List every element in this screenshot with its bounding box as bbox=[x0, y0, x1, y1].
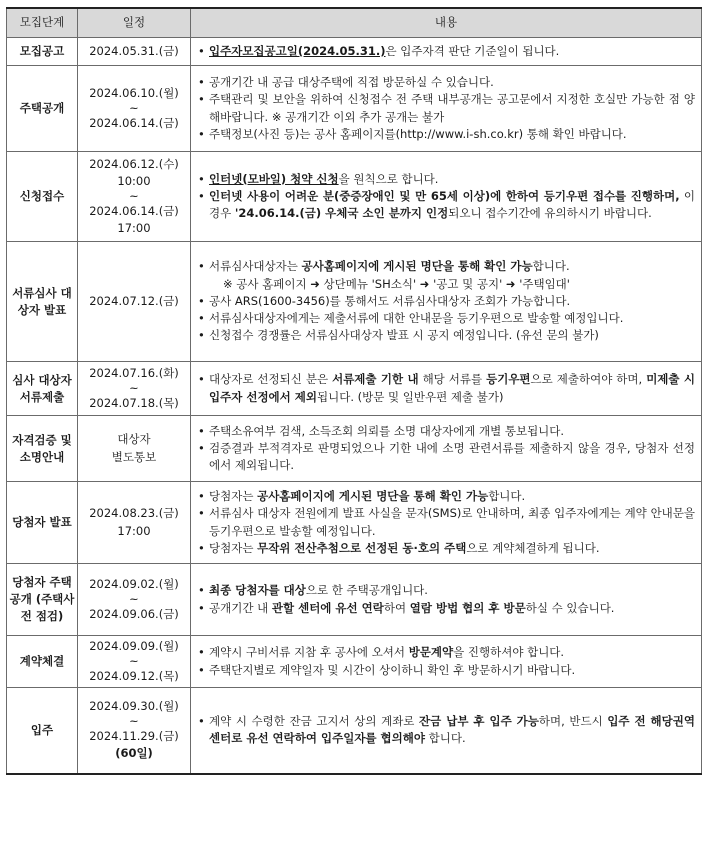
date-line: (60일) bbox=[115, 746, 153, 761]
item-text: 되오니 접수기간에 유의하시기 바랍니다. bbox=[448, 206, 652, 221]
list-item bbox=[197, 91, 695, 126]
date-line: 2024.06.12.(수) bbox=[89, 156, 179, 171]
item-text: 으로 제출하여야 하며, bbox=[530, 372, 647, 387]
bullet-list bbox=[197, 582, 695, 617]
list-item bbox=[197, 327, 695, 344]
content-cell bbox=[191, 564, 702, 636]
emphasis-text: 서류제출 기한 내 bbox=[332, 372, 419, 387]
item-text: 주택정보(사진 등)는 공사 홈페이지를(http://www.i-sh.co.kr) 통해 확인 바랍니다. bbox=[209, 126, 627, 141]
date-cell bbox=[78, 38, 191, 66]
item-text: 으로 계약체결하게 됩니다. bbox=[466, 540, 600, 555]
header-row bbox=[7, 8, 702, 38]
list-item bbox=[197, 276, 695, 293]
stage-cell: 서류심사 대상자 발표 bbox=[7, 242, 78, 362]
item-text: 을 원칙으로 합니다. bbox=[338, 171, 439, 186]
date-line: 별도통보 bbox=[111, 449, 157, 464]
list-item bbox=[197, 505, 695, 540]
bullet-list bbox=[197, 43, 695, 60]
bullet-list bbox=[197, 488, 695, 557]
emphasis-text: '24.06.14.(금) 우체국 소인 분까지 인정 bbox=[234, 206, 449, 221]
stage-cell: 심사 대상자 서류제출 bbox=[7, 362, 78, 416]
item-text: 주택단지별로 계약일자 및 시간이 상이하니 확인 후 방문하시기 바랍니다. bbox=[209, 662, 576, 677]
date-cell bbox=[78, 564, 191, 636]
stage-cell: 당첨자 발표 bbox=[7, 482, 78, 564]
date-line: 2024.07.12.(금) bbox=[89, 293, 179, 308]
stage-cell: 모집공고 bbox=[7, 38, 78, 66]
item-text: 계약 시 수령한 잔금 고지서 상의 계좌로 bbox=[209, 714, 420, 729]
item-text: 서류심사대상자는 bbox=[209, 259, 302, 274]
emphasis-text: 입주자모집공고일(2024.05.31.) bbox=[209, 43, 386, 58]
stage-cell: 입주 bbox=[7, 688, 78, 774]
date-line: 2024.07.16.(화) bbox=[89, 365, 179, 380]
table-row bbox=[7, 482, 702, 564]
emphasis-text: 인터넷(모바일) 청약 신청 bbox=[209, 171, 339, 186]
item-text: 검증결과 부적격자로 판명되었으나 기한 내에 소명 관련서류를 제출하지 않을 경우, 당첨자 선정에서 제외됩니다. bbox=[209, 440, 695, 473]
table-row bbox=[7, 564, 702, 636]
date-line: 2024.09.02.(월) bbox=[89, 576, 179, 591]
item-text: 주택소유여부 검색, 소득조회 의뢰를 소명 대상자에게 개별 통보됩니다. bbox=[209, 423, 565, 438]
emphasis-text: 인터넷 사용이 어려운 분(중증장애인 및 만 65세 이상)에 한하여 등기우편 접수를 진행하며, bbox=[209, 188, 680, 203]
date-line: 2024.09.06.(금) bbox=[89, 606, 179, 621]
date-cell bbox=[78, 416, 191, 482]
date-line: 10:00 bbox=[117, 173, 151, 188]
date-line: 2024.05.31.(금) bbox=[89, 43, 179, 58]
list-item bbox=[197, 74, 695, 91]
date-line: 2024.07.18.(목) bbox=[89, 395, 179, 410]
content-cell bbox=[191, 66, 702, 152]
stage-cell: 계약체결 bbox=[7, 636, 78, 688]
date-line: 2024.09.09.(월) bbox=[89, 639, 179, 653]
list-item bbox=[197, 488, 695, 505]
emphasis-text: 최종 당첨자를 대상 bbox=[209, 583, 306, 598]
bullet-list bbox=[197, 258, 695, 344]
stage-cell: 당첨자 주택공개 (주택사전 점검) bbox=[7, 564, 78, 636]
item-text: 신청접수 경쟁률은 서류심사대상자 발표 시 공지 예정입니다. (유선 문의 불가) bbox=[209, 328, 599, 343]
list-item bbox=[197, 440, 695, 475]
item-text: 서류심사 대상자 전원에게 발표 사실을 문자(SMS)로 안내하며, 최종 입주자에게는 계약 안내문을 등기우편으로 발송할 예정입니다. bbox=[209, 506, 695, 538]
table-row bbox=[7, 38, 702, 66]
date-cell bbox=[78, 152, 191, 242]
header-date: 일정 bbox=[78, 8, 191, 38]
content-cell bbox=[191, 152, 702, 242]
item-text: 서류심사대상자에게는 제출서류에 대한 안내문을 등기우편으로 발송할 예정입니다. bbox=[209, 311, 624, 326]
list-item bbox=[197, 600, 695, 617]
item-text: 은 입주자격 판단 기준일이 됩니다. bbox=[385, 43, 560, 58]
emphasis-text: 무작위 전산추첨으로 선정된 동·호의 주택 bbox=[257, 540, 467, 555]
date-range-separator: ~ bbox=[129, 654, 139, 669]
list-item bbox=[197, 188, 695, 223]
date-cell bbox=[78, 482, 191, 564]
bullet-list bbox=[197, 371, 695, 406]
list-item bbox=[197, 582, 695, 599]
item-text: 하여 bbox=[383, 600, 410, 615]
item-text: 을 진행하셔야 합니다. bbox=[453, 645, 565, 660]
emphasis-text: 관할 센터에 유선 연락 bbox=[271, 600, 384, 615]
item-text: 당첨자는 bbox=[209, 489, 258, 503]
emphasis-text: 미제출 시 입주자 선정에서 제외 bbox=[209, 372, 695, 404]
item-text: 주택관리 및 보안을 위하여 신청접수 전 주택 내부공개는 공고문에서 지정한 호실만 가능한 점 양해바랍니다. ※ 공개기간 이외 추가 공개는 불가 bbox=[209, 92, 695, 124]
table-row bbox=[7, 362, 702, 416]
bullet-list bbox=[197, 423, 695, 475]
table-row bbox=[7, 152, 702, 242]
header-content: 내용 bbox=[191, 8, 702, 38]
header-stage: 모집단계 bbox=[7, 8, 78, 38]
item-text: 이 경우 bbox=[209, 188, 695, 221]
item-text: 계약시 구비서류 지참 후 공사에 오셔서 bbox=[209, 645, 409, 660]
stage-cell: 주택공개 bbox=[7, 66, 78, 152]
list-item bbox=[197, 310, 695, 327]
content-cell bbox=[191, 38, 702, 66]
date-line: 대상자 bbox=[117, 432, 151, 447]
emphasis-text: 공사홈페이지에 게시된 명단을 통해 확인 가능 bbox=[257, 489, 489, 503]
content-cell bbox=[191, 416, 702, 482]
bullet-list bbox=[197, 74, 695, 143]
emphasis-text: 등기우편 bbox=[486, 372, 531, 387]
list-item bbox=[197, 662, 695, 679]
item-text: 하실 수 있습니다. bbox=[525, 600, 615, 615]
date-line: 2024.08.23.(금) bbox=[89, 506, 179, 521]
list-item bbox=[197, 540, 695, 557]
emphasis-text: 공사홈페이지에 게시된 명단을 통해 확인 가능 bbox=[301, 259, 533, 274]
list-item bbox=[197, 126, 695, 143]
item-text: 하며, 반드시 bbox=[538, 714, 608, 729]
stage-cell: 신청접수 bbox=[7, 152, 78, 242]
date-line: 2024.06.10.(월) bbox=[89, 85, 179, 100]
date-cell bbox=[78, 636, 191, 688]
bullet-list bbox=[197, 171, 695, 223]
item-text: 당첨자는 bbox=[209, 540, 258, 555]
item-text: 합니다. bbox=[488, 489, 526, 503]
list-item bbox=[197, 713, 695, 748]
date-range-separator: ~ bbox=[129, 592, 139, 607]
content-cell bbox=[191, 688, 702, 774]
date-range-separator: ~ bbox=[129, 101, 139, 116]
date-range-separator: ~ bbox=[129, 189, 139, 204]
date-line: 2024.11.29.(금) bbox=[89, 729, 179, 744]
item-text: ※ 공사 홈페이지 ➜ 상단메뉴 'SH소식' ➜ '공고 및 공지' ➜ '주택임대' bbox=[223, 276, 570, 291]
item-text: 대상자로 선정되신 분은 bbox=[209, 372, 333, 387]
date-cell bbox=[78, 362, 191, 416]
content-cell bbox=[191, 362, 702, 416]
content-cell bbox=[191, 242, 702, 362]
list-item bbox=[197, 644, 695, 661]
emphasis-text: 잔금 납부 후 입주 가능 bbox=[419, 714, 539, 729]
date-line: 17:00 bbox=[117, 221, 151, 236]
date-range-separator: ~ bbox=[129, 714, 139, 729]
content-cell bbox=[191, 636, 702, 688]
item-text: 해당 서류를 bbox=[418, 372, 487, 387]
item-text: 공개기간 내 bbox=[209, 600, 272, 615]
bullet-list bbox=[197, 713, 695, 748]
date-cell bbox=[78, 688, 191, 774]
emphasis-text: 열람 방법 협의 후 방문 bbox=[409, 600, 526, 615]
schedule-table bbox=[6, 7, 702, 775]
table-row bbox=[7, 688, 702, 774]
emphasis-text: 방문계약 bbox=[408, 645, 454, 660]
date-line: 2024.06.14.(금) bbox=[89, 115, 179, 130]
list-item bbox=[197, 43, 695, 60]
table-row bbox=[7, 636, 702, 688]
date-line: 17:00 bbox=[117, 523, 151, 538]
item-text: 공사 ARS(1600-3456)를 통해서도 서류심사대상자 조회가 가능합니다. bbox=[209, 293, 571, 308]
stage-cell: 자격검증 및 소명안내 bbox=[7, 416, 78, 482]
date-line: 2024.09.30.(월) bbox=[89, 699, 179, 714]
list-item bbox=[197, 423, 695, 440]
date-line: 2024.06.14.(금) bbox=[89, 203, 179, 218]
list-item bbox=[197, 371, 695, 406]
item-text: 으로 한 주택공개입니다. bbox=[305, 583, 428, 598]
date-line: 2024.09.12.(목) bbox=[89, 668, 179, 683]
item-text: 됩니다. (방문 및 일반우편 제출 불가) bbox=[317, 389, 504, 404]
content-cell bbox=[191, 482, 702, 564]
bullet-list bbox=[197, 644, 695, 679]
list-item bbox=[197, 171, 695, 188]
table-row bbox=[7, 242, 702, 362]
emphasis-text: 입주 전 해당권역 센터로 유선 연락하여 입주일자를 협의해야 bbox=[209, 714, 695, 746]
item-text: 합니다. bbox=[532, 259, 570, 274]
date-cell bbox=[78, 66, 191, 152]
list-item bbox=[197, 258, 695, 275]
date-range-separator: ~ bbox=[129, 381, 139, 396]
date-cell bbox=[78, 242, 191, 362]
list-item bbox=[197, 293, 695, 310]
table-row bbox=[7, 416, 702, 482]
item-text: 합니다. bbox=[424, 731, 466, 746]
item-text: 공개기간 내 공급 대상주택에 직접 방문하실 수 있습니다. bbox=[209, 75, 494, 89]
table-row bbox=[7, 66, 702, 152]
